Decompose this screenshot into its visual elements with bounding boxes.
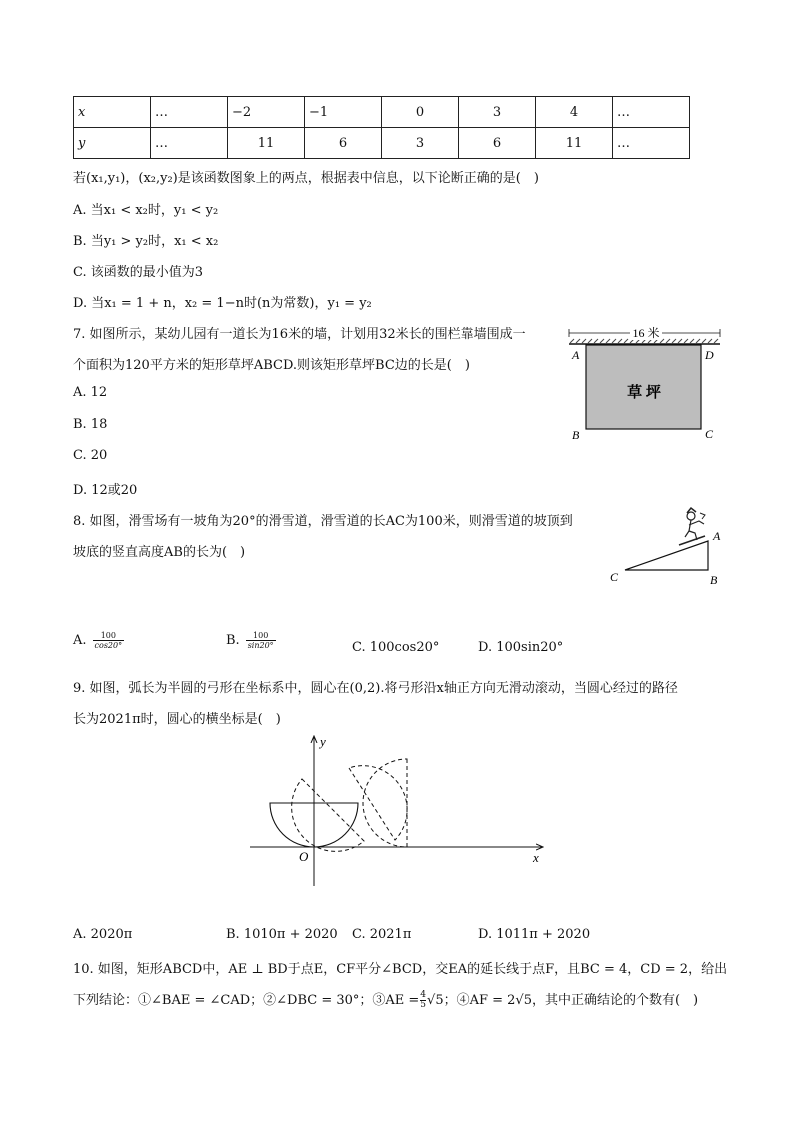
q8-ski-slope-figure: [605, 505, 730, 590]
table-row: [74, 97, 690, 128]
q7-option-c: C. 20: [73, 448, 108, 463]
fraction: [246, 631, 276, 650]
y-axis-label: y: [320, 734, 326, 749]
table-cell: −1: [305, 97, 382, 128]
q7-wall-length-label: 16 米: [632, 326, 660, 340]
lawn-label: 草 坪: [627, 385, 661, 401]
point-a-label: A: [572, 348, 580, 362]
q8-option-d: D. 100sin20°: [478, 640, 564, 655]
q6-option-a: A. 当x₁ < x₂时，y₁ < y₂: [73, 203, 219, 218]
option-letter: A.: [73, 633, 87, 648]
q9-stem-line1: 9. 如图，弧长为半圆的弓形在坐标系中，圆心在(0,2).将弓形沿x轴正方向无滑动滚动，当圆心经过的路径: [73, 681, 678, 696]
fraction: [93, 631, 125, 650]
q9-rolling-arc-figure: [245, 730, 555, 890]
point-b-label: B: [710, 573, 718, 587]
numerator: 100: [246, 631, 276, 641]
table-cell: 0: [382, 97, 459, 128]
point-b-label: B: [572, 428, 580, 442]
origin-label: O: [299, 849, 309, 864]
denominator: cos20°: [94, 641, 123, 650]
q8-option-c: C. 100cos20°: [352, 640, 440, 655]
point-a-label: A: [713, 529, 721, 543]
q7-lawn-figure: [562, 320, 732, 445]
q6-option-c: C. 该函数的最小值为3: [73, 265, 204, 280]
value-table: [73, 96, 690, 159]
x-axis-label: x: [533, 850, 539, 865]
table-cell: …: [613, 128, 690, 159]
q7-stem-line2: 个面积为120平方米的矩形草坪ABCD.则该矩形草坪BC边的长是( ): [73, 358, 470, 373]
numerator: 4: [420, 990, 427, 1000]
q6-option-b: B. 当y₁ > y₂时，x₁ < x₂: [73, 234, 219, 249]
q10-stem-line1: 10. 如图，矩形ABCD中，AE ⊥ BD于点E，CF平分∠BCD，交EA的延长线于点F，且BC = 4，CD = 2，给出: [73, 962, 728, 977]
q6-option-d: D. 当x₁ = 1 + n，x₂ = 1−n时(n为常数)，y₁ = y₂: [73, 296, 372, 311]
denominator: 5: [420, 1000, 427, 1010]
table-cell: x: [74, 97, 151, 128]
point-c-label: C: [705, 427, 714, 441]
skier-icon: [679, 508, 705, 545]
table-row: [74, 128, 690, 159]
table-cell: 3: [382, 128, 459, 159]
fraction: [420, 991, 426, 1010]
table-cell: …: [151, 128, 228, 159]
q10-line2-part2: √5；④AF = 2√5，其中正确结论的个数有( ): [427, 993, 699, 1008]
q7-stem-line1: 7. 如图所示，某幼儿园有一道长为16米的墙，计划用32米长的围栏靠墙围成一: [73, 327, 526, 342]
option-letter: B.: [226, 633, 240, 648]
point-d-label: D: [705, 348, 714, 362]
table-cell: y: [74, 128, 151, 159]
table-cell: −2: [228, 97, 305, 128]
q8-option-b: [226, 631, 276, 650]
q8-option-a: [73, 631, 124, 650]
table-cell: 3: [459, 97, 536, 128]
q7-option-d: D. 12或20: [73, 483, 138, 498]
q8-stem-line1: 8. 如图，滑雪场有一坡角为20°的滑雪道，滑雪道的长AC为100米，则滑雪道的坡顶到: [73, 514, 573, 529]
table-cell: 4: [536, 97, 613, 128]
q7-option-b: B. 18: [73, 417, 108, 432]
slope-triangle: [625, 541, 708, 570]
point-c-label: C: [610, 570, 619, 584]
q9-option-a: A. 2020π: [73, 927, 133, 942]
q9-option-d: D. 1011π + 2020: [478, 927, 591, 942]
table-cell: 11: [536, 128, 613, 159]
table-cell: …: [151, 97, 228, 128]
table-cell: 6: [305, 128, 382, 159]
table-cell: 11: [228, 128, 305, 159]
q7-option-a: A. 12: [73, 385, 108, 400]
q8-stem-line2: 坡底的竖直高度AB的长为( ): [73, 545, 246, 560]
q9-stem-line2: 长为2021π时，圆心的横坐标是( ): [73, 712, 281, 727]
denominator: sin20°: [247, 641, 274, 650]
q10-stem-line2: [73, 989, 698, 1010]
table-cell: …: [613, 97, 690, 128]
table-cell: 6: [459, 128, 536, 159]
q10-line2-part1: 下列结论：①∠BAE = ∠CAD；②∠DBC = 30°；③AE =: [73, 993, 420, 1008]
q9-option-b: B. 1010π + 2020: [226, 927, 338, 942]
q6-stem: 若(x₁,y₁)，(x₂,y₂)是该函数图象上的两点，根据表中信息，以下论断正确的是( ): [73, 171, 539, 186]
q9-option-c: C. 2021π: [352, 927, 412, 942]
numerator: 100: [93, 631, 125, 641]
rolled-segment-1: [292, 779, 364, 851]
